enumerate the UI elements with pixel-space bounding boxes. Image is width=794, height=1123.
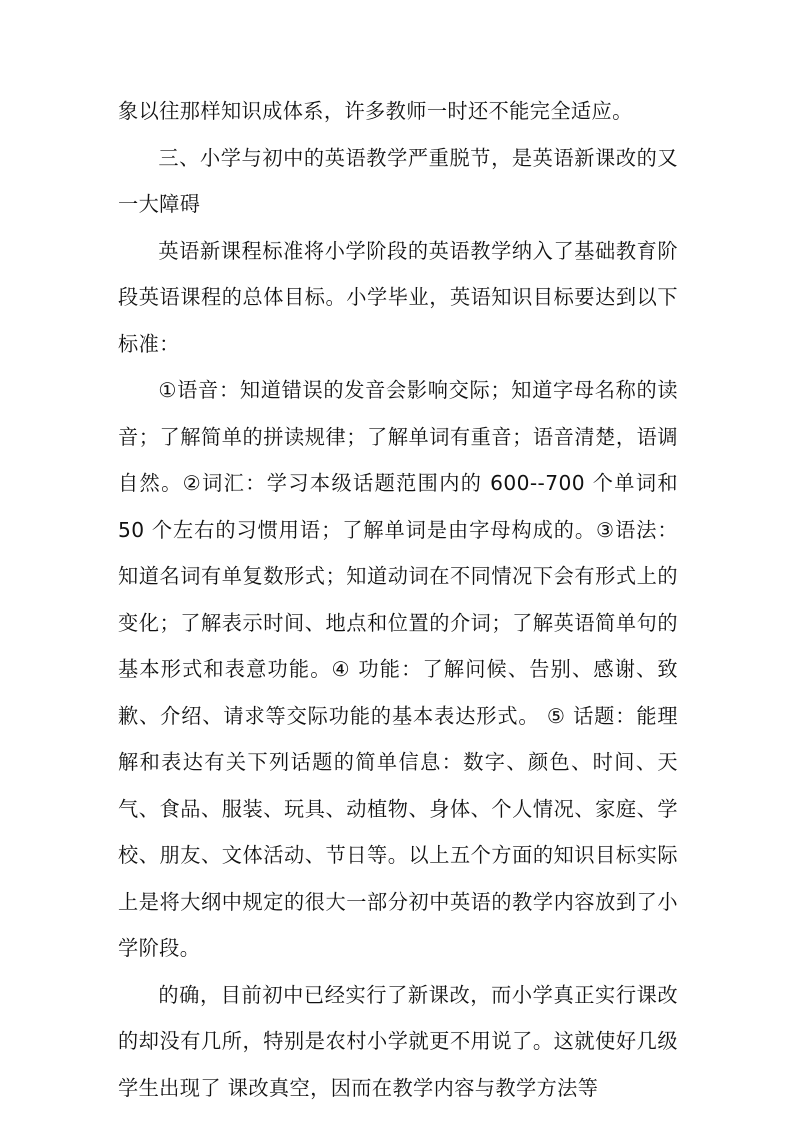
- paragraph-knowledge-goals: ①语音：知道错误的发音会影响交际；知道字母名称的读音；了解简单的拼读规律；了解单词有重音；语音清楚，语调自然。②词汇：学习本级话题范围内的 600--700 个单词和 50 个左右的习惯用语；了解单词是由字母构成的。③语法：知道名词有单复数形式；知道动词在不同情况下会有形式上的变化；了解表示时间、地点和位置的介词；了解英语简单句的基本形式和表意功能。④ 功能：了解问候、告别、感谢、致歉、介绍、请求等交际功能的基本表达形式。 ⑤ 话题：能理解和表达有关下列话题的简单信息：数字、颜色、时间、天气、食品、服装、玩具、动植物、身体、个人情况、家庭、学校、朋友、文体活动、节日等。以上五个方面的知识目标实际上是将大纲中规定的很大一部分初中英语的教学内容放到了小学阶段。: [118, 378, 678, 960]
- paragraph-reform-gap: 的确，目前初中已经实行了新课改，而小学真正实行课改的却没有几所，特别是农村小学就更不用说了。这就使好几级学生出现了 课改真空，因而在教学内容与教学方法等: [118, 982, 678, 1100]
- section-heading: 三、小学与初中的英语教学严重脱节，是英语新课改的又一大障碍: [118, 145, 678, 216]
- document-body: [118, 88, 678, 1111]
- paragraph-curriculum-standard: 英语新课程标准将小学阶段的英语教学纳入了基础教育阶段英语课程的总体目标。小学毕业，英语知识目标要达到以下标准：: [118, 238, 678, 356]
- paragraph-continuation: 象以往那样知识成体系，许多教师一时还不能完全适应。: [118, 99, 633, 123]
